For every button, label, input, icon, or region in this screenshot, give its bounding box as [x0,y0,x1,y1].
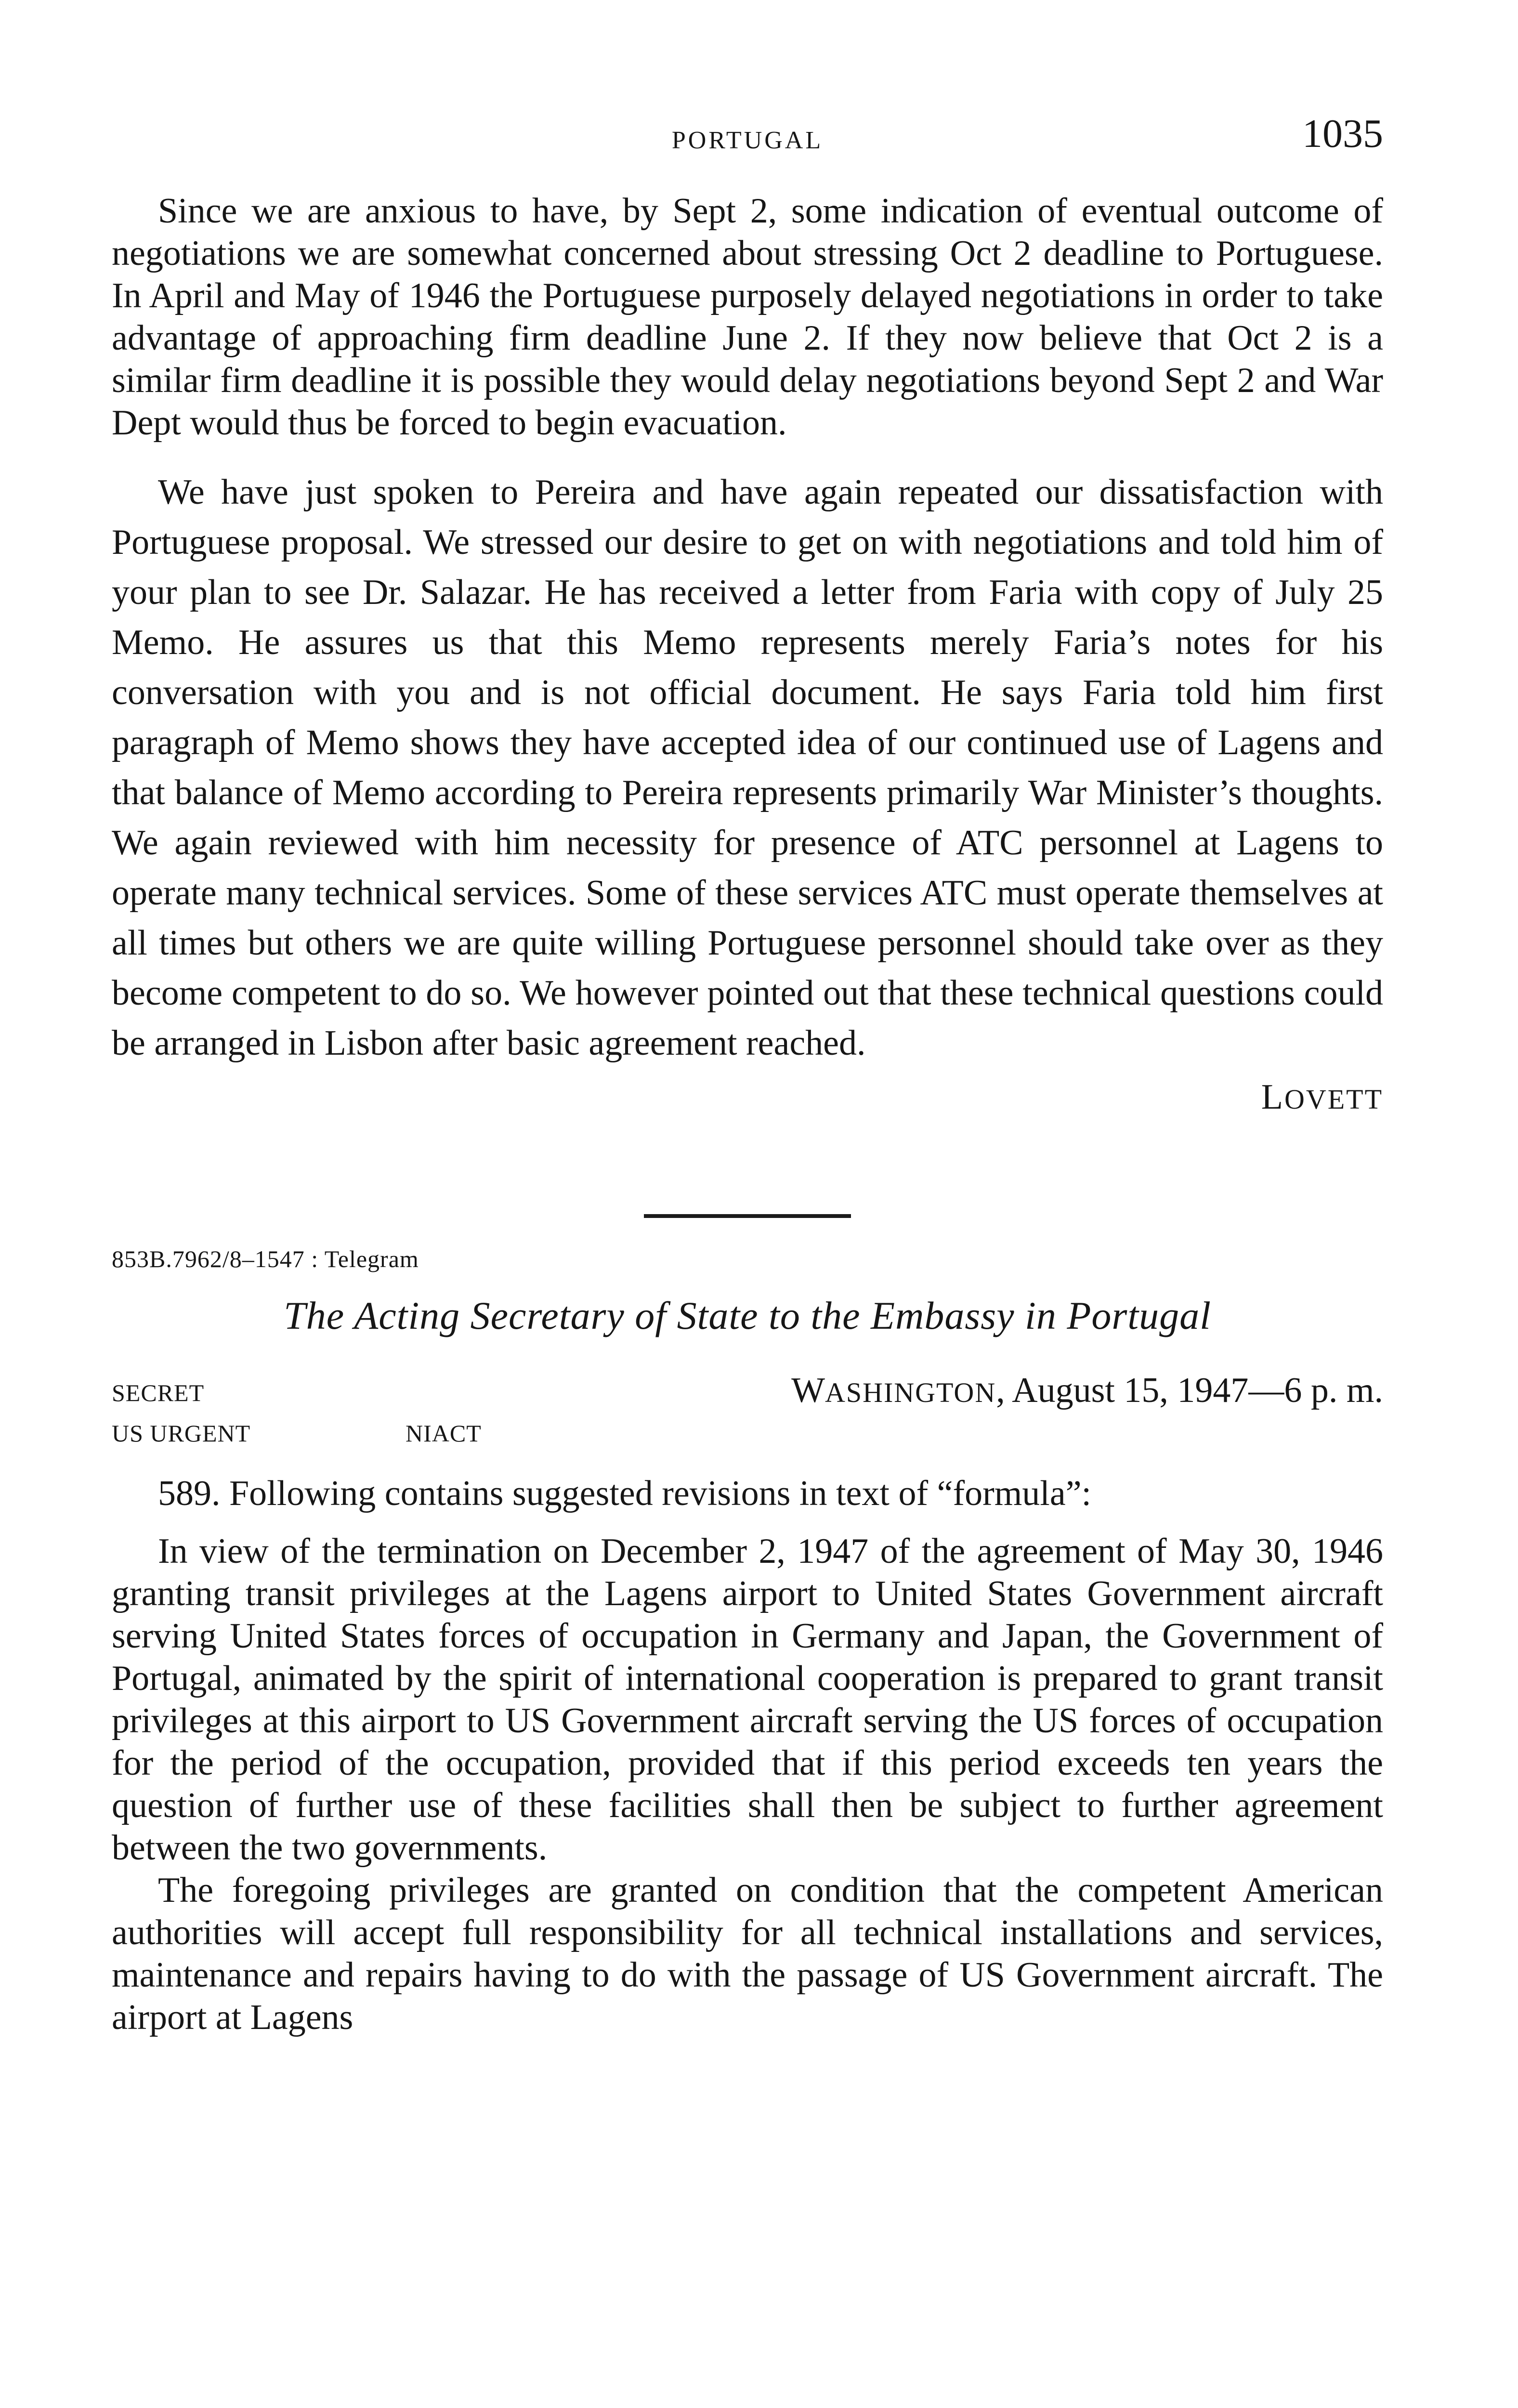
signature-initial: L [1261,1077,1284,1117]
signature-rest: OVETT [1284,1084,1383,1115]
body-paragraph-4: In view of the termination on December 2, 1947 of the agreement of May 30, 1946 granting transit privileges at the Lagens airport to United States Government aircraft serving United States forces of occupation in Germany and Japan, the Government of Portugal, animated by the spirit of international cooperation is prepared to grant transit privileges at this airport to US Government aircraft serving the US forces of occupation for the period of the occupation, provided that if this period exceeds ten years the question of further use of these facilities shall then be subject to further agreement between the two governments. [112,1531,1383,1868]
page-number: 1035 [1302,111,1383,156]
dateline [791,1370,1383,1411]
body-paragraph-2: We have just spoken to Pereira and have again repeated our dissatisfaction with Portuguese proposal. We stressed our desire to get on with negotiations and told him of your plan to see Dr. Salazar. He has received a letter from Faria with copy of July 25 Memo. He assures us that this Memo represents merely Faria’s notes for his conversation with you and is not official document. He says Faria told him first paragraph of Memo shows they have accepted idea of our continued use of Lagens and that balance of Memo according to Pereira represents primarily War Minister’s thoughts. We again reviewed with him necessity for presence of ATC personnel at Lagens to operate many technical services. Some of these services ATC must operate themselves at all times but others we are quite willing Portuguese personnel should take over as they become competent to do so. We however pointed out that these technical questions could be arranged in Lisbon after basic agreement reached. [112,472,1383,1063]
priority-code: NIACT [406,1420,482,1447]
priority-row [112,1419,1383,1461]
section-divider [644,1214,851,1218]
body-paragraph-1: Since we are anxious to have, by Sept 2, some indication of eventual outcome of negotiations we are somewhat concerned about stressing Oct 2 deadline to Portuguese. In April and May of 1946 the Portuguese purposely delayed negotiations in order to take advantage of approaching firm deadline June 2. If they now believe that Oct 2 is a similar firm deadline it is possible they would delay negotiations beyond Sept 2 and War Dept would thus be forced to begin evacuation. [112,191,1383,443]
document-page [112,111,1383,2039]
running-header [112,111,1383,171]
document-heading: The Acting Secretary of State to the Embassy in Portugal [284,1294,1211,1337]
document-reference: 853B.7962/8–1547 : Telegram [112,1245,419,1272]
dateline-place-rest: ASHINGTON [824,1377,996,1408]
running-title: PORTUGAL [671,127,824,154]
signature [112,1077,1383,1118]
body-paragraph-5: The foregoing privileges are granted on condition that the competent American authorities will accept full responsibility for all technical installations and services, maintenance and repairs having to do with the passage of US Government aircraft. The airport at Lagens [112,1871,1383,2037]
classification-label: SECRET [112,1379,205,1406]
dateline-place-initial: W [791,1371,825,1410]
classification-row [112,1370,1383,1412]
body-paragraph-3: 589. Following contains suggested revisions in text of “formula”: [158,1474,1092,1513]
dateline-date: , August 15, 1947—6 p. m. [996,1371,1383,1410]
priority-label: US URGENT [112,1420,251,1447]
